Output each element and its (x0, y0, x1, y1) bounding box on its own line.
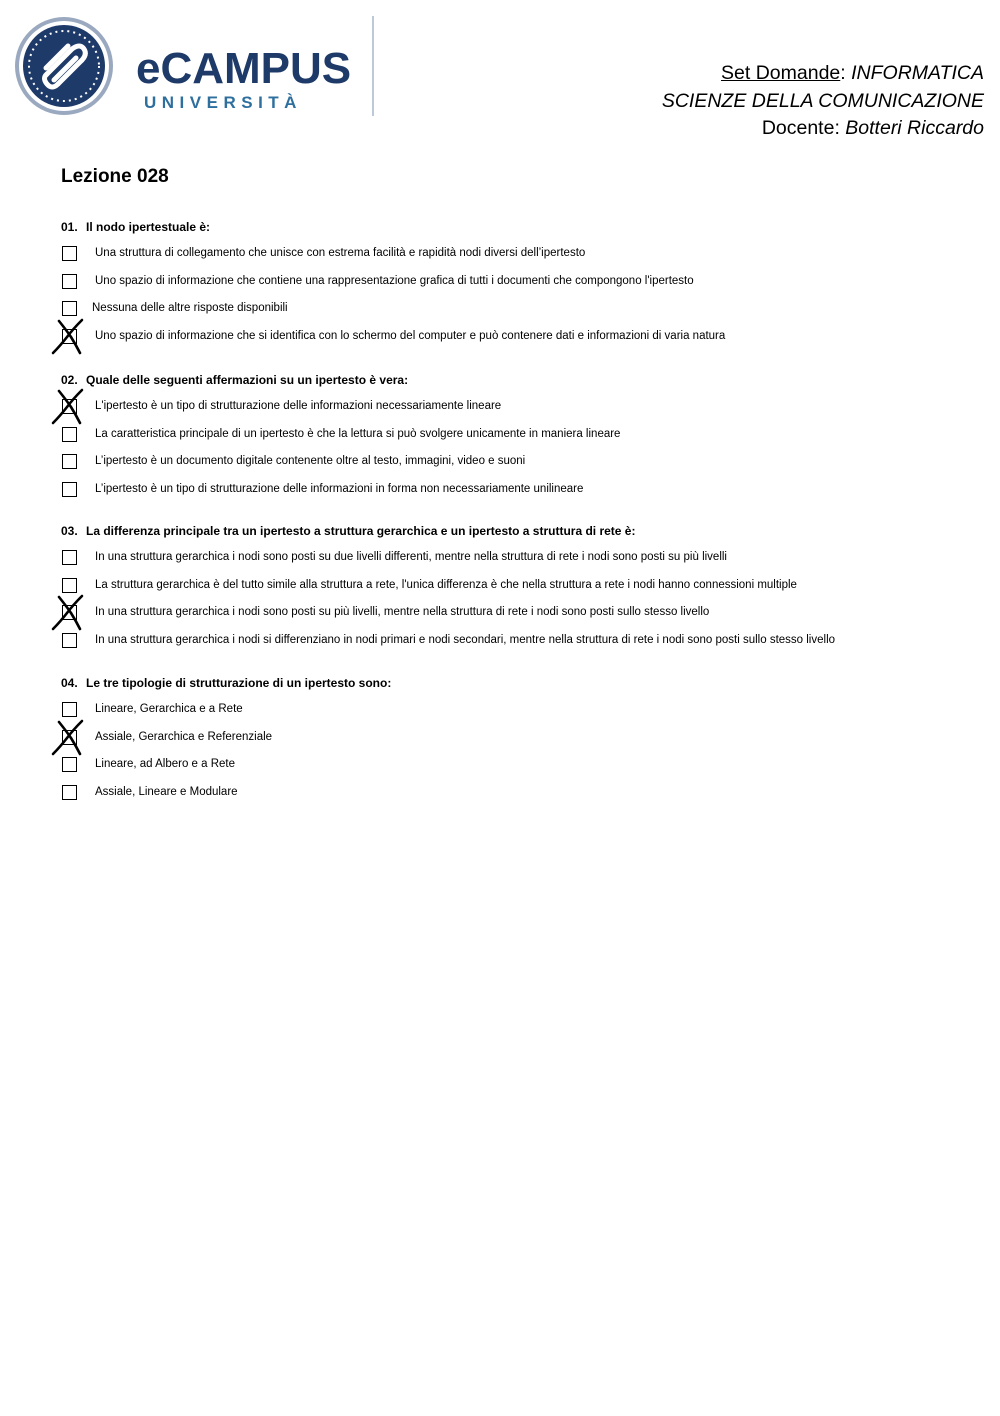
answer-option[interactable] (61, 726, 961, 754)
set-label: Set Domande (721, 62, 841, 84)
page-header (0, 0, 1000, 150)
answer-text: La struttura gerarchica è del tutto simile alla struttura a rete, l'unica differenza è che nella struttura a rete i nodi hanno connessioni multiple (95, 578, 797, 591)
question-title (61, 216, 961, 238)
answer-text: Lineare, Gerarchica e a Rete (95, 703, 243, 715)
handwritten-x-mark (49, 385, 89, 425)
answer-option[interactable] (61, 601, 961, 629)
answer-checkbox[interactable] (62, 633, 77, 648)
answer-checkbox[interactable] (62, 427, 77, 442)
answer-option[interactable] (61, 325, 961, 353)
question-text: Il nodo ipertestuale è: (86, 220, 211, 234)
course-name: SCIENZE DELLA COMUNICAZIONE (661, 89, 984, 112)
svg-text:UNIVERSITÀ: UNIVERSITÀ (144, 93, 302, 112)
question-1 (61, 216, 961, 353)
answer-option[interactable] (61, 423, 961, 451)
answer-text: Uno spazio di informazione che si identifica con lo schermo del computer e può contenere dati e informazioni di varia natura (95, 330, 726, 343)
answer-option[interactable] (61, 478, 961, 506)
answer-option[interactable] (61, 242, 961, 270)
answer-option[interactable] (61, 395, 961, 423)
teacher-name: Botteri Riccardo (845, 117, 984, 139)
answer-text: In una struttura gerarchica i nodi sono posti su più livelli, mentre nella struttura di rete i nodi sono posti sullo stesso livello (95, 606, 710, 619)
svg-text:eCAMPUS: eCAMPUS (136, 44, 352, 93)
teacher-line (662, 115, 984, 143)
answer-text: In una struttura gerarchica i nodi sono posti su due livelli differenti, mentre nella struttura di rete i nodi sono posti su più livelli (95, 551, 727, 563)
handwritten-x-mark (49, 591, 89, 631)
answer-option[interactable] (61, 297, 961, 325)
set-value: INFORMATICA (851, 62, 984, 84)
question-3 (61, 520, 961, 657)
answer-checkbox[interactable] (62, 550, 77, 565)
question-text: Le tre tipologie di strutturazione di un ipertesto sono: (86, 676, 392, 690)
question-4 (61, 672, 961, 809)
question-number: 04. (61, 676, 78, 690)
answer-checkbox[interactable] (62, 757, 77, 772)
question-2 (61, 369, 961, 506)
document-meta (662, 60, 984, 143)
answer-checkbox[interactable] (62, 482, 77, 497)
answer-text: L’ipertesto è un documento digitale contenente oltre al testo, immagini, video e suoni (95, 455, 526, 468)
answer-text: La caratteristica principale di un ipertesto è che la lettura si può svolgere unicamente in maniera lineare (95, 427, 621, 440)
answer-text: Nessuna delle altre risposte disponibili (92, 302, 288, 315)
handwritten-x-mark (49, 315, 89, 355)
question-text: La differenza principale tra un ipertesto a struttura gerarchica e un ipertesto a struttura di rete è: (86, 524, 636, 538)
answer-option[interactable] (61, 781, 961, 809)
answer-text: In una struttura gerarchica i nodi si differenziano in nodi primari e nodi secondari, mentre nella struttura di rete i nodi sono posti sullo stesso livello (95, 634, 836, 647)
answer-text: Una struttura di collegamento che unisce con estrema facilità e rapidità nodi diversi dell’ipertesto (95, 247, 586, 259)
set-separator: : (840, 62, 852, 84)
logo-divider (372, 16, 374, 116)
question-title (61, 672, 961, 694)
answer-option[interactable] (61, 629, 961, 657)
answer-text: Assiale, Lineare e Modulare (95, 786, 238, 799)
answer-checkbox[interactable] (62, 246, 77, 261)
question-title (61, 369, 961, 391)
answer-option[interactable] (61, 546, 961, 574)
question-title (61, 520, 961, 542)
answer-option[interactable] (61, 270, 961, 298)
answer-text: Assiale, Gerarchica e Referenziale (95, 730, 273, 743)
ecampus-logo (14, 16, 374, 120)
answer-checkbox[interactable] (62, 785, 77, 800)
question-number: 03. (61, 524, 78, 538)
answer-checkbox[interactable] (62, 274, 77, 289)
question-number: 01. (61, 220, 78, 234)
question-text: Quale delle seguenti affermazioni su un ipertesto è vera: (86, 373, 409, 387)
lesson-title: Lezione 028 (61, 166, 169, 187)
set-line (662, 60, 984, 88)
answer-option[interactable] (61, 574, 961, 602)
answer-text: Lineare, ad Albero e a Rete (95, 758, 236, 771)
question-number: 02. (61, 373, 78, 387)
handwritten-x-mark (49, 716, 89, 756)
teacher-label: Docente: (761, 117, 846, 139)
answer-checkbox[interactable] (62, 454, 77, 469)
answer-text: L’ipertesto è un tipo di strutturazione delle informazioni in forma non necessariamente unilineare (95, 483, 584, 496)
answer-option[interactable] (61, 450, 961, 478)
answer-option[interactable] (61, 753, 961, 781)
answer-text: L'ipertesto è un tipo di strutturazione delle informazioni necessariamente lineare (95, 400, 502, 412)
answer-text: Uno spazio di informazione che contiene una rappresentazione grafica di tutti i documenti che compongono l'ipertesto (95, 274, 694, 287)
answer-option[interactable] (61, 698, 961, 726)
